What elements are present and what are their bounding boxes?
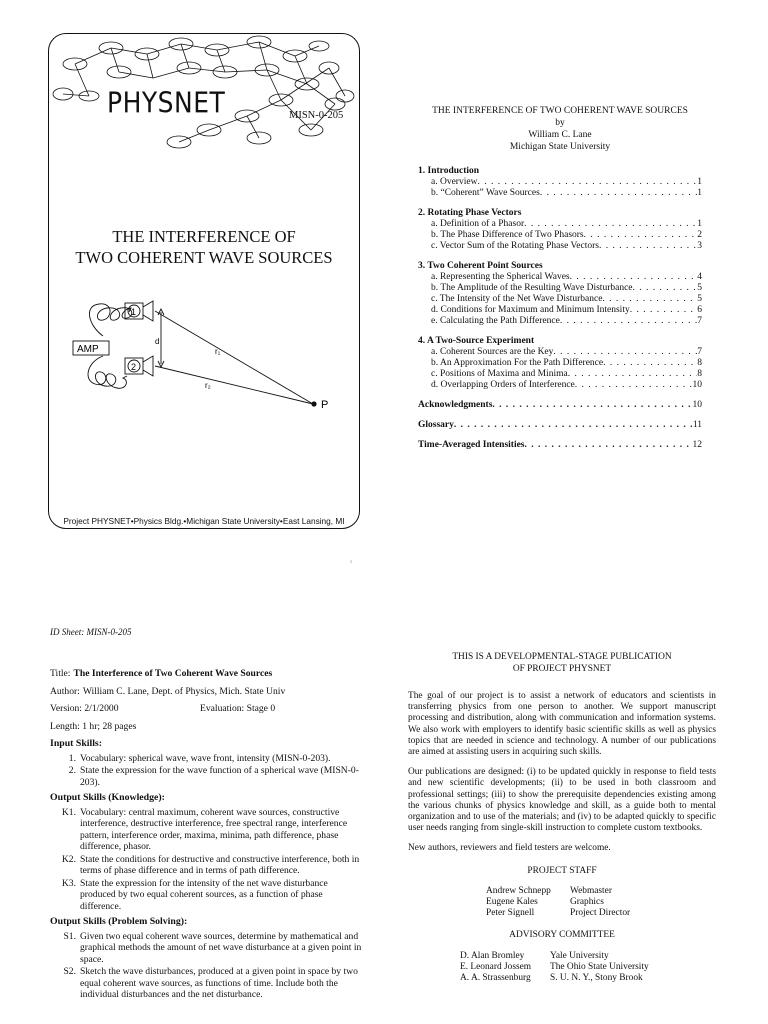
committee-name: A. A. Strassenburg (460, 973, 531, 984)
input-skills-list (50, 753, 365, 789)
point-p-label: P (321, 399, 329, 411)
toc-entry-label: Glossary (418, 420, 454, 430)
toc-entry (418, 347, 702, 358)
id-sheet-label: ID Sheet: MISN-0-205 (50, 627, 132, 637)
committee-row (460, 973, 716, 984)
toc-leader-dots (560, 316, 697, 327)
toc-entry (418, 305, 702, 316)
toc-leader-dots (630, 305, 698, 316)
d-label: d (155, 337, 160, 346)
toc-entry-label: Acknowledgments (418, 400, 493, 410)
staff-name: Peter Signell (486, 908, 535, 919)
toc-entry (418, 283, 702, 294)
toc-entry (418, 177, 702, 188)
skill-text: Vocabulary: central maximum, coherent wave sources, constructive interference, destructive interference, free spectral range, interference pattern, interference order, maxima, minima, path difference, phase difference, phasor. (80, 806, 348, 852)
skill-item (50, 765, 365, 788)
pub-paragraph-welcome: New authors, reviewers and field testers are welcome. (408, 843, 611, 854)
toc-leader-dots (492, 400, 692, 411)
module-code: MISN-0-205 (289, 110, 344, 121)
skill-key: K2. (61, 853, 76, 865)
skill-key: K3. (61, 877, 76, 889)
toc-leader-dots (568, 369, 698, 380)
toc-entry (418, 230, 702, 241)
toc-section-title: 1. Introduction (418, 166, 480, 176)
toc-leader-dots (584, 230, 698, 241)
author-label: Author: (50, 685, 80, 697)
toc-entry-page: 6 (697, 305, 702, 315)
toc-entry-page: 8 (697, 358, 702, 368)
skill-item (50, 878, 365, 913)
skill-item (50, 966, 365, 1001)
cover-title-line-2: TWO COHERENT WAVE SOURCES (75, 248, 333, 267)
skill-item (50, 854, 365, 877)
skill-text: Given two equal coherent wave sources, determine by mathematical and graphical methods the amount of net wave disturbance at a given point in space. (80, 930, 362, 965)
toc-entry (418, 219, 702, 230)
skill-item (50, 807, 365, 853)
toc-entry-page: 5 (697, 283, 702, 293)
toc-entry-page: 3 (697, 241, 702, 251)
toc-entry-page: 10 (692, 400, 702, 410)
table-of-contents (418, 105, 702, 451)
amp-label: AMP (77, 344, 99, 355)
committee-name: E. Leonard Jossem (460, 961, 532, 972)
toc-entry-page: 2 (697, 230, 702, 240)
title-label: Title: (50, 668, 71, 679)
toc-entry-page: 1 (697, 188, 702, 198)
staff-role: Webmaster (570, 885, 612, 896)
author-affiliation: Michigan State University (509, 142, 611, 152)
toc-entry-label: d. Conditions for Maximum and Minimum Intensity (431, 305, 630, 315)
output-knowledge-list (50, 807, 365, 913)
author-value: William C. Lane, Dept. of Physics, Mich. State Univ (82, 685, 286, 697)
evaluation: Evaluation: Stage 0 (200, 703, 276, 714)
input-skills-heading: Input Skills: (50, 738, 103, 749)
pub-paragraph-design: Our publications are designed: (i) to be updated quickly in response to field tests and new scientific developments; (ii) to be used in both classroom and professional settings; (iii) to show the prerequisite dependencies existing among the various chunks of physics knowledge and skill, as a guide both to mental organization and to use of the materials; and (iv) to be adapted quickly to specific user needs ranging from single-skill instruction to complete custom textbooks. (408, 767, 716, 834)
staff-row (486, 886, 716, 897)
toc-leader-dots (603, 358, 697, 369)
toc-entry-label: d. Overlapping Orders of Interference (431, 380, 575, 390)
toc-leader-dots (553, 347, 697, 358)
committee-affiliation: Yale University (550, 950, 609, 961)
r1-label: r₁ (215, 347, 221, 356)
staff-row (486, 897, 716, 908)
toc-entry-label: c. Positions of Maxima and Minima (431, 369, 568, 379)
committee-affiliation: S. U. N. Y., Stony Brook (550, 973, 643, 984)
source-1-label: 1 (131, 307, 137, 317)
toc-entry-page: 10 (692, 380, 702, 390)
toc-section-title: 2. Rotating Phase Vectors (418, 208, 522, 218)
cover-title-line-1: THE INTERFERENCE OF (112, 227, 296, 246)
toc-entry-label: c. Vector Sum of the Rotating Phase Vectors (431, 241, 599, 251)
page-number: 1 (350, 559, 352, 564)
staff-heading: PROJECT STAFF (527, 865, 597, 876)
toc-entry (418, 369, 702, 380)
author-line (50, 686, 365, 698)
toc-entry-page: 4 (697, 272, 702, 282)
toc-section (418, 260, 702, 327)
staff-role: Project Director (570, 908, 631, 919)
pub-heading-line-2: OF PROJECT PHYSNET (512, 663, 612, 674)
toc-extra-entry (418, 420, 702, 431)
toc-entry-page: 7 (697, 347, 702, 357)
committee-heading: ADVISORY COMMITTEE (509, 930, 615, 941)
committee-row (460, 962, 716, 973)
toc-leader-dots (633, 283, 698, 294)
staff-table (486, 886, 716, 920)
skill-item (50, 753, 365, 765)
toc-leader-dots (540, 188, 697, 199)
id-sheet (50, 668, 365, 1005)
toc-entry (418, 241, 702, 252)
toc-entry-label: a. Representing the Spherical Waves (431, 272, 570, 282)
toc-extra-entry (418, 440, 702, 451)
output-problem-heading: Output Skills (Problem Solving): (50, 916, 188, 927)
toc-leader-dots (454, 420, 693, 431)
skill-text: State the conditions for destructive and constructive interference, both in terms of phase difference and in terms of path difference. (80, 853, 360, 876)
toc-entry (418, 272, 702, 283)
toc-entry-page: 5 (697, 294, 702, 304)
toc-entry-page: 1 (697, 219, 702, 229)
skill-key: 2. (68, 765, 76, 776)
toc-entry-page: 1 (697, 177, 702, 187)
toc-entry (418, 316, 702, 327)
toc-extra-entry (418, 400, 702, 411)
toc-entry (418, 188, 702, 199)
committee-name: D. Alan Bromley (460, 950, 525, 961)
skill-text: Sketch the wave disturbances, produced at a given point in space by two equal coherent wave sources, as functions of time. Include both the individual disturbances and the net disturbance. (80, 966, 358, 1000)
committee-row (460, 951, 716, 962)
skill-text: Vocabulary: spherical wave, wave front, intensity (MISN-0-203). (80, 752, 331, 764)
toc-leader-dots (524, 219, 697, 230)
toc-leader-dots (477, 177, 697, 188)
cover-footer: Project PHYSNET•Physics Bldg.•Michigan State University•East Lansing, MI (63, 516, 345, 526)
version-row (50, 703, 365, 715)
point-p-dot (311, 401, 316, 406)
toc-entry (418, 380, 702, 391)
skill-key: 1. (68, 752, 76, 764)
staff-name: Eugene Kales (486, 897, 538, 908)
toc-leader-dots (525, 440, 693, 451)
toc-sections (418, 165, 702, 391)
skill-text: State the expression for the wave function of a spherical wave (MISN-0-203). (80, 765, 359, 788)
r2-label: r₂ (205, 381, 211, 390)
toc-section-title: 3. Two Coherent Point Sources (418, 261, 543, 271)
staff-role: Graphics (570, 897, 604, 908)
version: Version: 2/1/2000 (50, 703, 119, 714)
cover-title (49, 226, 359, 268)
toc-entry-label: a. Coherent Sources are the Key (431, 347, 554, 357)
toc-leader-dots (570, 272, 698, 283)
contents-heading (418, 105, 702, 153)
toc-entry-page: 11 (692, 420, 702, 430)
toc-section-title: 4. A Two-Source Experiment (418, 336, 535, 346)
pub-paragraph-goal: The goal of our project is to assist a network of educators and scientists in transferring physics from one person to another. We support manuscript processing and distribution, along with communication and information systems. We also work with employers to identify basic scientific skills as well as physics topics that are needed in science and technology. A number of our publications are aimed at assisting users in acquiring such skills. (408, 691, 716, 758)
toc-entry-page: 7 (697, 316, 702, 326)
length: Length: 1 hr; 28 pages (50, 720, 137, 732)
toc-entry (418, 358, 702, 369)
publication-notice (408, 652, 716, 984)
staff-name: Andrew Schnepp (486, 885, 551, 896)
skill-key: K1. (61, 806, 76, 818)
toc-entry-label: e. Calculating the Path Difference (431, 316, 560, 326)
committee-table (460, 951, 716, 985)
toc-entry-label: Time-Averaged Intensities (418, 440, 525, 450)
skill-key: S2. (63, 966, 76, 977)
module-title: THE INTERFERENCE OF TWO COHERENT WAVE SOURCES (432, 106, 688, 116)
physnet-logo: PHYSNET (107, 86, 226, 120)
title-value: The Interference of Two Coherent Wave Sources (73, 668, 273, 679)
toc-entry-label: a. Overview (431, 177, 478, 187)
committee-affiliation: The Ohio State University (550, 961, 649, 972)
cover-card (48, 33, 360, 529)
toc-leader-dots (599, 241, 697, 252)
skill-item (50, 931, 365, 966)
toc-entry-label: a. Definition of a Phasor (431, 219, 525, 229)
two-source-diagram (69, 296, 349, 446)
toc-entry-label: b. An Approximation For the Path Difference (431, 358, 604, 368)
toc-entry-label: b. “Coherent” Wave Sources (431, 188, 540, 198)
toc-leader-dots (602, 294, 697, 305)
toc-extras (418, 400, 702, 451)
toc-entry-page: 8 (697, 369, 702, 379)
output-problem-list (50, 931, 365, 1001)
source-2-label: 2 (131, 362, 137, 372)
skill-text: State the expression for the intensity of the net wave disturbance produced by two equal coherent sources, as a function of phase difference. (80, 877, 328, 912)
toc-entry-label: c. The Intensity of the Net Wave Disturbance (431, 294, 603, 304)
skill-key: S1. (63, 930, 76, 942)
output-knowledge-heading: Output Skills (Knowledge): (50, 792, 165, 803)
toc-section (418, 335, 702, 391)
toc-entry-page: 12 (692, 440, 702, 450)
title-line (50, 668, 365, 680)
author-name: William C. Lane (528, 130, 592, 140)
toc-leader-dots (575, 380, 693, 391)
toc-section (418, 165, 702, 199)
pub-heading-line-1: THIS IS A DEVELOPMENTAL-STAGE PUBLICATION (452, 652, 672, 662)
toc-entry-label: b. The Amplitude of the Resulting Wave Disturbance (431, 283, 633, 293)
staff-row (486, 908, 716, 919)
by-line: by (555, 118, 565, 128)
toc-section (418, 207, 702, 252)
toc-entry (418, 294, 702, 305)
toc-entry-label: b. The Phase Difference of Two Phasors (431, 230, 584, 240)
